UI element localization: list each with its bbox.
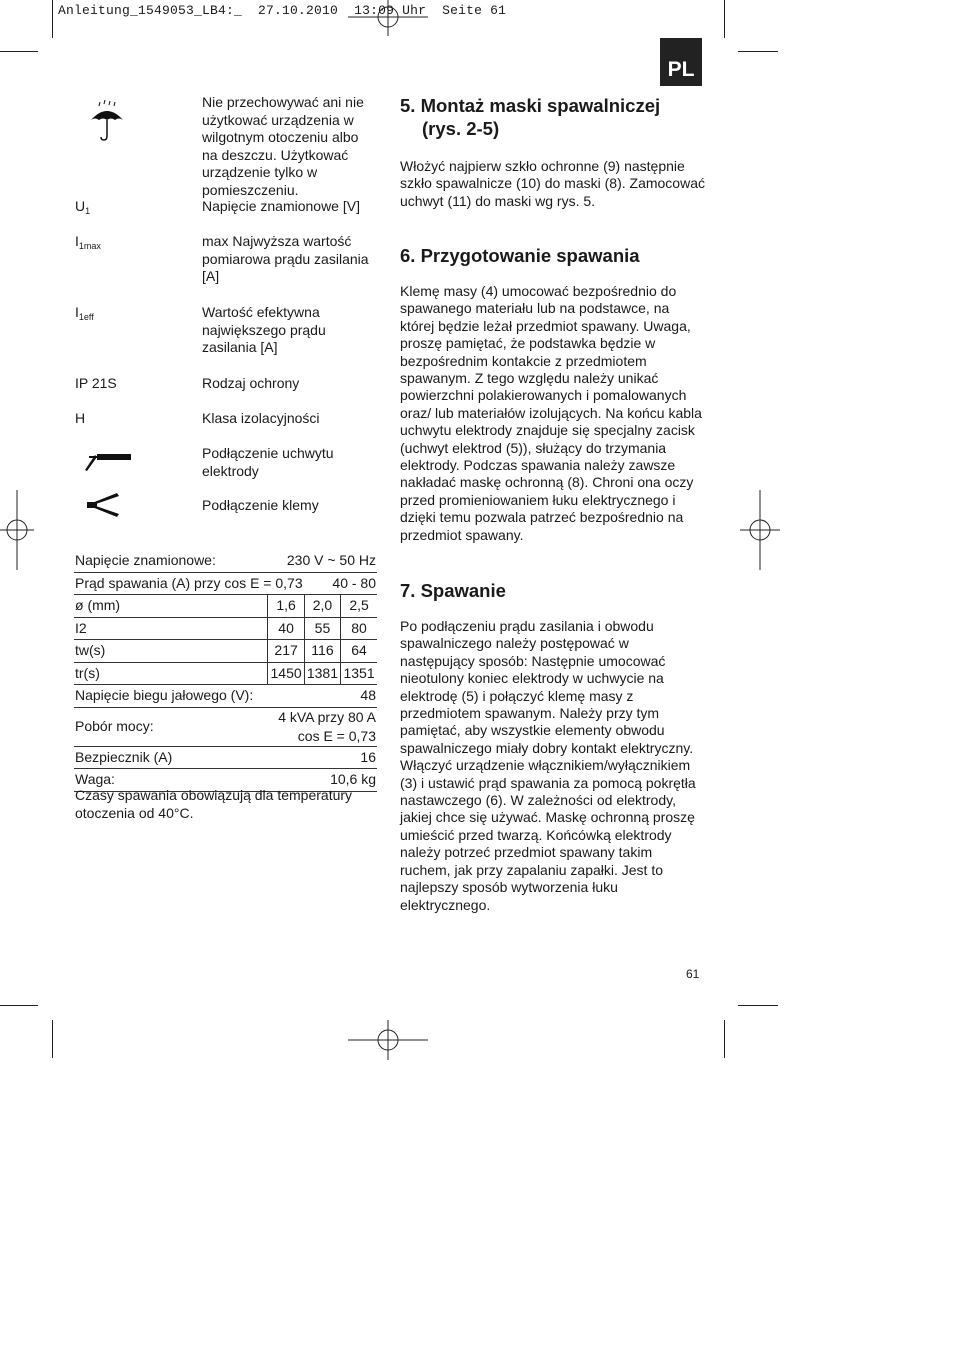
temperature-note: Czasy spawania obowiązują dla temperatury otoczenia od 40°C. <box>75 787 353 821</box>
spec-cell: 55 <box>304 617 340 640</box>
spec-cell: 1,6 <box>268 595 304 618</box>
symbol-row-umbrella <box>75 94 375 202</box>
symbol-desc: Nie przechowywać ani nie użytkować urządzenia w wilgotnym otoczeniu albo na deszczu. Użytkować urządzenie tylko w pomieszczeniu. <box>202 94 364 198</box>
registration-mark-icon <box>348 0 428 36</box>
spec-label: Bezpiecznik (A) <box>74 746 268 769</box>
table-row <box>74 640 377 663</box>
section-6-text: Klemę masy (4) umocować bezpośrednio do spawanego materiału lub na podstawce, na której będzie leżał przedmiot spawany. Uwaga, proszę pamiętać, że podstawka będzie w bezpośrednim kontakcie z przedmiotem spawanym. Z tego względu należy unikać powierzchni polakierowanych i pomalowanych oraz/ lub materiałów izolujących. Na końcu kabla uchwytu elektrody znajduje się specjalny zacisk (uchwyt elektrod (5)), służący do trzymania elektrody. Podczas spawania należy zawsze nakładać maskę ochronną (8). Chroni ona oczy przed promieniowaniem łuku elektrycznego i dzięki temu pozwala patrzeć bezpośrednio na przedmiot spawany. <box>400 283 702 543</box>
header-file: Anleitung_1549053_LB4:_ <box>58 3 243 18</box>
crop-mark <box>738 1005 778 1006</box>
symbol-desc: Klasa izolacyjności <box>202 410 320 426</box>
symbol-desc: max Najwyższa wartość pomiarowa prądu zasilania [A] <box>202 233 369 284</box>
symbol-label: $I_{1max}$ <box>75 233 101 251</box>
spec-cell: 1450 <box>268 662 304 685</box>
symbol-desc: Napięcie znamionowe [V] <box>202 198 360 214</box>
registration-mark-icon <box>0 490 34 570</box>
header-date: 27.10.2010 <box>258 3 339 18</box>
section-5 <box>400 94 705 210</box>
spec-label: tr(s) <box>74 662 268 685</box>
spec-value: 4 kVA przy 80 A cos E = 0,73 <box>268 707 377 746</box>
spec-value: 10,6 kg <box>268 769 377 792</box>
spec-value: 16 <box>268 746 377 769</box>
spec-cell: 40 <box>268 617 304 640</box>
spec-cell: 1351 <box>341 662 377 685</box>
spec-cell: 116 <box>304 640 340 663</box>
registration-mark-icon <box>740 490 780 570</box>
table-row <box>74 746 377 769</box>
print-header <box>58 3 506 18</box>
symbol-label: $U_1$ <box>75 198 91 216</box>
spec-cell: 64 <box>341 640 377 663</box>
header-page-word: Seite <box>442 3 483 18</box>
section-6-title: 6. Przygotowanie spawania <box>400 245 640 266</box>
spec-label: Pobór mocy: <box>74 707 268 746</box>
spec-label: Napięcie znamionowe: <box>74 550 268 572</box>
registration-mark-icon <box>348 1020 428 1060</box>
header-time: 13:09 <box>354 3 395 18</box>
crop-mark <box>52 0 53 38</box>
earth-clamp-icon <box>85 491 121 519</box>
section-6 <box>400 244 705 544</box>
section-5-title-line2: (rys. 2-5) <box>422 118 500 139</box>
table-row <box>74 595 377 618</box>
symbol-desc: Wartość efektywna największego prądu zasilania [A] <box>202 304 326 355</box>
header-page-no: 61 <box>490 3 507 18</box>
spec-value: 230 V ~ 50 Hz <box>268 550 377 572</box>
spec-cell: 1381 <box>304 662 340 685</box>
symbol-desc: Rodzaj ochrony <box>202 375 300 391</box>
crop-mark <box>52 1020 53 1058</box>
table-row <box>74 550 377 572</box>
crop-mark <box>724 1020 725 1058</box>
spec-cell: 2,0 <box>304 595 340 618</box>
spec-label: Prąd spawania (A) przy cos E = 0,73 <box>74 572 304 595</box>
symbol-row-electrode-holder <box>75 445 375 481</box>
section-7-text: Po podłączeniu prądu zasilania i obwodu spawalniczego należy postępować w następujący sposób: Następnie umocować nieotulony koniec elektrody w uchwycie na elektrodę (5) i połączyć klemę masy z przedmiotem spawanym. Należy przy tym pamiętać, aby wszystkie elementy obwodu spawalniczego miały dobry kontakt elektryczny. Włączyć urządzenie włącznikiem/wyłącznikiem (3) i ustawić prąd spawania za pomocą pokrętła nastawczego (6). W zależności od elektrody, jakiej chce się używać. Maskę ochronną proszę umieścić przed twarzą. Końcówką elektrody należy potrzeć przedmiot spawany takim ruchem, jak przy zapalaniu zapałki. Jest to najlepszy sposób wytworzenia łuku elektrycznego. <box>400 618 696 913</box>
symbol-label: IP 21S <box>75 375 117 391</box>
page-number: 61 <box>686 967 700 981</box>
symbol-desc: Podłączenie klemy <box>202 497 319 513</box>
crop-mark <box>0 51 38 52</box>
specifications-table <box>74 550 377 792</box>
section-5-title-line1: 5. Montaż maski spawalniczej <box>400 95 661 116</box>
spec-label: tw(s) <box>74 640 268 663</box>
umbrella-rain-icon <box>89 100 125 142</box>
table-row <box>74 662 377 685</box>
section-7-title: 7. Spawanie <box>400 580 506 601</box>
spec-cell: 80 <box>341 617 377 640</box>
crop-mark <box>724 0 725 38</box>
spec-label: Napięcie biegu jałowego (V): <box>74 685 341 708</box>
symbol-label: $I_{1eff}$ <box>75 304 94 322</box>
spec-cell: 217 <box>268 640 304 663</box>
section-7 <box>400 579 705 914</box>
section-5-text: Włożyć najpierw szkło ochronne (9) następnie szkło spawalnicze (10) do maski (8). Zamocować uchwyt (11) do maski wg rys. 5. <box>400 158 705 209</box>
spec-label: I2 <box>74 617 268 640</box>
spec-cell: 2,5 <box>341 595 377 618</box>
table-row <box>74 707 377 746</box>
table-row <box>74 572 377 595</box>
crop-mark <box>738 51 778 52</box>
spec-label: Waga: <box>74 769 268 792</box>
spec-label: ø (mm) <box>74 595 268 618</box>
table-row <box>74 617 377 640</box>
spec-value: 48 <box>341 685 377 708</box>
section-5-title <box>400 94 705 140</box>
table-row <box>74 685 377 708</box>
language-badge: PL <box>660 38 702 86</box>
symbol-desc: Podłączenie uchwytu elektrody <box>202 445 334 479</box>
symbol-label: H <box>75 410 86 426</box>
electrode-holder-icon <box>83 449 131 473</box>
symbol-row-earth-clamp <box>75 497 375 523</box>
crop-mark <box>0 1005 38 1006</box>
spec-value: 40 - 80 <box>304 572 377 595</box>
header-time-suffix: Uhr <box>402 3 427 18</box>
